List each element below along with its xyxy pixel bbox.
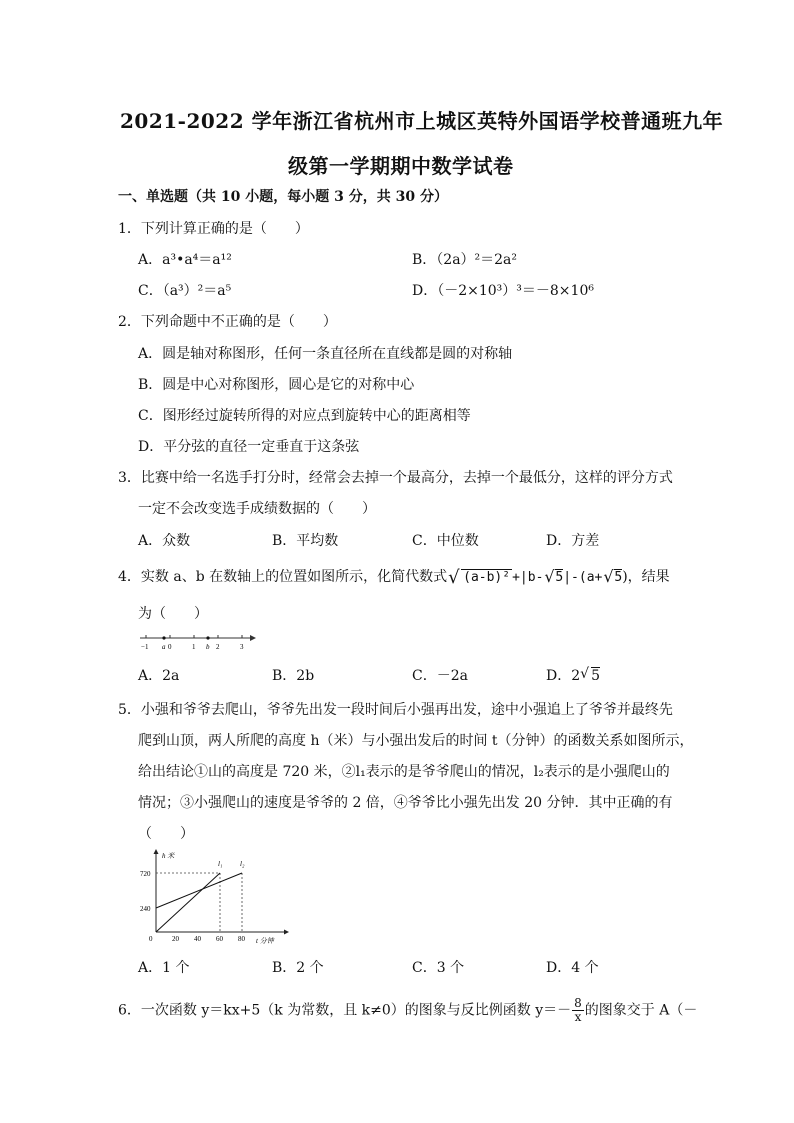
q3-option-d: D．方差 xyxy=(546,533,600,549)
q4-sqrt5-a: 5 xyxy=(555,570,564,585)
q3-stem-line2: 一定不会改变选手成绩数据的（ ） xyxy=(138,501,376,517)
q4-radical-1: √ (a-b)² xyxy=(448,567,511,588)
section-heading: 一、单选题（共 10 小题，每小题 3 分，共 30 分） xyxy=(118,189,448,205)
q4-stem-end: )，结果 xyxy=(622,569,670,585)
x-axis-arrow-icon xyxy=(284,930,289,935)
q5-graph-figure xyxy=(132,846,292,946)
q4-sqrt5-b: 5 xyxy=(614,570,623,585)
graph-line-l1 xyxy=(156,873,220,932)
q5-stem-line1: 5．小强和爷爷去爬山，爷爷先出发一段时间后小强再出发，途中小强追上了爷爷并最终先 xyxy=(118,702,673,718)
q6-fraction-denominator: x xyxy=(574,1010,582,1024)
q2-option-c: C．图形经过旋转所得的对应点到旋转中心的距离相等 xyxy=(138,408,471,424)
q6-stem-prefix: 6．一次函数 y＝kx+5（k 为常数，且 k≠0）的图象与反比例函数 y＝－ xyxy=(118,1002,572,1019)
q5-stem-line3: 给出结论①山的高度是 720 米，②l₁表示的是爷爷爬山的情况，l₂表示的是小强爬山的 xyxy=(138,764,670,780)
q4-stem-prefix: 4．实数 a、b 在数轴上的位置如图所示，化简代数式 xyxy=(118,569,448,585)
number-line-point-b xyxy=(206,636,209,639)
graph-label-l1: l₁ xyxy=(218,860,223,868)
q1-stem: 1．下列计算正确的是（ ） xyxy=(118,221,309,237)
q4-option-d xyxy=(546,665,600,685)
q2-option-a: A．圆是轴对称图形，任何一条直径所在直线都是圆的对称轴 xyxy=(138,346,513,362)
q4-option-a: A．2a xyxy=(138,668,180,684)
axis-label-2: 2 xyxy=(216,643,220,651)
q6-stem-suffix: 的图象交于 A（－ xyxy=(584,1002,698,1019)
graph-x-tick-60: 60 xyxy=(216,935,223,943)
axis-label-1: 1 xyxy=(192,643,196,651)
axis-label-a: a xyxy=(162,643,166,651)
axis-label-3: 3 xyxy=(240,643,244,651)
q4-stem-line1 xyxy=(118,566,670,586)
q4-expr-mid: +|b- xyxy=(512,570,544,585)
q4-option-b: B．2b xyxy=(272,668,315,684)
graph-x-tick-20: 20 xyxy=(172,935,179,943)
page-title-line2: 级第一学期期中数学试卷 xyxy=(288,154,514,178)
axis-label-0: 0 xyxy=(168,643,172,651)
q4-option-d-radical: √ 5 xyxy=(580,666,601,684)
q1-option-a: A．a³•a⁴＝a¹² xyxy=(138,252,232,268)
q3-option-a: A．众数 xyxy=(138,533,191,549)
graph-y-tick-240: 240 xyxy=(140,905,151,913)
number-line-arrow-icon xyxy=(250,635,256,641)
q4-radical-2: √ 5 xyxy=(544,567,564,586)
page-title-line1: 2021-2022 学年浙江省杭州市上城区英特外国语学校普通班九年 xyxy=(120,109,724,133)
graph-x-label: t 分钟 xyxy=(256,937,274,945)
q4-radical-3: √ 5 xyxy=(603,567,623,586)
graph-origin: 0 xyxy=(149,935,153,943)
q1-option-d: D．（－2×10³）³＝－8×10⁶ xyxy=(412,283,594,299)
q2-option-b: B．圆是中心对称图形，圆心是它的对称中心 xyxy=(138,377,415,393)
number-line-point-a xyxy=(162,636,165,639)
q4-expr-mid2: |-(a+ xyxy=(563,570,603,585)
q2-option-d: D．平分弦的直径一定垂直于这条弦 xyxy=(138,439,360,455)
q3-stem-line1: 3．比赛中给一名选手打分时，经常会去掉一个最高分，去掉一个最低分，这样的评分方式 xyxy=(118,470,673,486)
q4-option-d-prefix: D．2 xyxy=(546,668,581,684)
q4-stem-line2: 为（ ） xyxy=(138,606,208,622)
q5-option-c: C．3 个 xyxy=(412,960,465,976)
q5-stem-line2: 爬到山顶，两人所爬的高度 h（米）与小强出发后的时间 t（分钟）的函数关系如图所示， xyxy=(138,733,694,749)
graph-y-tick-720: 720 xyxy=(140,870,151,878)
graph-x-tick-40: 40 xyxy=(194,935,201,943)
q1-option-c: C．（a³）²＝a⁵ xyxy=(138,283,232,299)
q6-fraction xyxy=(572,997,584,1024)
q1-option-b: B．（2a）²＝2a² xyxy=(412,252,518,268)
y-axis-arrow-icon xyxy=(154,849,159,854)
q3-option-c: C．中位数 xyxy=(412,533,479,549)
axis-label-neg1: −1 xyxy=(141,643,149,651)
q4-expr-1: (a-b)² xyxy=(463,570,511,585)
q5-option-b: B．2 个 xyxy=(272,960,324,976)
q4-option-d-sqrt: 5 xyxy=(591,668,601,684)
q5-stem-line4: 情况；③小强爬山的速度是爷爷的 2 倍，④爷爷比小强先出发 20 分钟．其中正确的有 xyxy=(138,795,673,811)
number-line-figure xyxy=(138,628,258,652)
q6-stem xyxy=(118,997,697,1024)
graph-line-l2 xyxy=(156,873,242,908)
axis-label-b: b xyxy=(206,643,210,651)
q4-option-c: C．－2a xyxy=(412,668,468,684)
graph-x-tick-80: 80 xyxy=(238,935,245,943)
q2-stem: 2．下列命题中不正确的是（ ） xyxy=(118,314,337,330)
q5-option-a: A．1 个 xyxy=(138,960,190,976)
q3-option-b: B．平均数 xyxy=(272,533,339,549)
graph-y-label: h 米 xyxy=(162,852,175,860)
graph-label-l2: l₂ xyxy=(240,860,245,868)
q6-fraction-numerator: 8 xyxy=(574,996,582,1010)
q5-stem-line5: （ ） xyxy=(138,826,194,842)
q5-option-d: D．4 个 xyxy=(546,960,599,976)
